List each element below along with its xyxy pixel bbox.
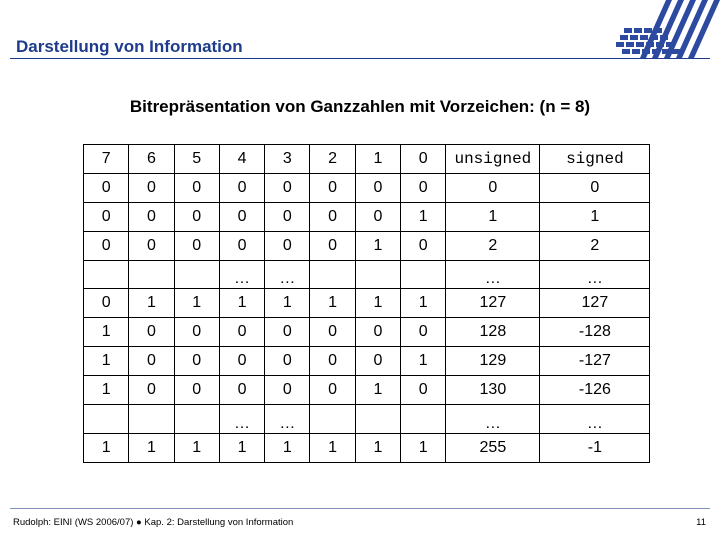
table-cell: 0 [129, 202, 174, 231]
table-cell: 0 [129, 173, 174, 202]
table-cell [401, 260, 446, 289]
header-divider [10, 58, 600, 59]
table-cell [310, 260, 355, 289]
table-cell: 2 [540, 231, 650, 260]
table-cell: … [265, 260, 310, 289]
table-cell: 1 [446, 202, 540, 231]
table-cell: 127 [540, 289, 650, 318]
table-cell: 0 [310, 231, 355, 260]
table-cell: 1 [401, 433, 446, 462]
table-row [84, 202, 650, 231]
table-cell: 130 [446, 376, 540, 405]
table-cell: 0 [84, 231, 129, 260]
table-cell: 0 [355, 202, 400, 231]
table-cell: 1 [84, 376, 129, 405]
table-cell: 6 [129, 145, 174, 174]
footer-divider [10, 508, 710, 509]
slide-title: Darstellung von Information [16, 37, 243, 56]
table-cell: … [446, 405, 540, 434]
table-cell: 0 [401, 231, 446, 260]
table-cell: signed [540, 145, 650, 174]
table-cell: 1 [174, 289, 219, 318]
footer-text: Rudolph: EINI (WS 2006/07) ● Kap. 2: Darstellung von Information [13, 517, 294, 528]
table-cell: 1 [540, 202, 650, 231]
table-cell [310, 405, 355, 434]
table-cell: 0 [310, 376, 355, 405]
table-cell: 1 [84, 433, 129, 462]
table-cell: … [265, 405, 310, 434]
table-cell: 0 [446, 173, 540, 202]
table-cell: 0 [129, 318, 174, 347]
subtitle: Bitrepräsentation von Ganzzahlen mit Vorzeichen: (n = 8) [129, 97, 591, 116]
page-number: 11 [696, 517, 706, 528]
table-cell [401, 405, 446, 434]
table-cell: 0 [401, 173, 446, 202]
table-cell: 0 [84, 289, 129, 318]
table-cell: 128 [446, 318, 540, 347]
table-cell: 0 [129, 347, 174, 376]
table-cell: … [446, 260, 540, 289]
table-cell: 0 [310, 173, 355, 202]
table-cell: 1 [355, 433, 400, 462]
table-cell: 0 [265, 173, 310, 202]
table-cell: 0 [401, 145, 446, 174]
table-cell: 0 [310, 318, 355, 347]
table-cell: 0 [265, 318, 310, 347]
table-cell [129, 405, 174, 434]
table-cell: 0 [310, 347, 355, 376]
table-row [84, 405, 650, 434]
table-cell: 0 [219, 173, 264, 202]
table-cell: 0 [401, 318, 446, 347]
table-cell: 0 [265, 347, 310, 376]
table-cell: 1 [401, 347, 446, 376]
table-cell: 0 [355, 173, 400, 202]
table-row [84, 318, 650, 347]
table-cell: 1 [129, 433, 174, 462]
table-row [84, 376, 650, 405]
table-cell: 1 [129, 289, 174, 318]
table-cell: 4 [219, 145, 264, 174]
table-cell: 1 [401, 202, 446, 231]
table-cell: 0 [219, 318, 264, 347]
table-cell: … [540, 260, 650, 289]
table-row [84, 173, 650, 202]
table-cell: 0 [174, 231, 219, 260]
table-cell: 1 [401, 289, 446, 318]
table-cell [84, 260, 129, 289]
table-cell: 0 [310, 202, 355, 231]
table-cell: 1 [84, 318, 129, 347]
table-cell [355, 405, 400, 434]
table-cell: 0 [84, 202, 129, 231]
table-row [84, 231, 650, 260]
table-row [84, 289, 650, 318]
table-cell: 0 [219, 347, 264, 376]
table-cell: 0 [129, 376, 174, 405]
table-cell: 5 [174, 145, 219, 174]
table-cell: … [219, 405, 264, 434]
table-cell [174, 405, 219, 434]
table-row [84, 347, 650, 376]
table-cell: 129 [446, 347, 540, 376]
university-logo [606, 0, 720, 66]
table-cell: 0 [174, 347, 219, 376]
table-cell: 1 [310, 289, 355, 318]
table-cell: 0 [174, 173, 219, 202]
table-cell: 1 [355, 231, 400, 260]
table-cell: unsigned [446, 145, 540, 174]
table-cell [355, 260, 400, 289]
table-cell: 1 [265, 433, 310, 462]
table-cell: 0 [174, 318, 219, 347]
table-cell: -128 [540, 318, 650, 347]
table-cell: … [540, 405, 650, 434]
table-cell: -1 [540, 433, 650, 462]
table-cell: 0 [174, 376, 219, 405]
table-cell: 1 [265, 289, 310, 318]
table-cell: 0 [355, 347, 400, 376]
table-cell: 0 [355, 318, 400, 347]
table-cell: 0 [84, 173, 129, 202]
table-cell: 2 [446, 231, 540, 260]
table-cell: 1 [174, 433, 219, 462]
table-cell: 1 [355, 289, 400, 318]
table-cell [129, 260, 174, 289]
table-cell: 3 [265, 145, 310, 174]
table-cell [174, 260, 219, 289]
table-cell: 0 [265, 202, 310, 231]
bit-representation-table [83, 144, 650, 463]
table-cell: 2 [310, 145, 355, 174]
table-cell: 0 [174, 202, 219, 231]
table-cell: … [219, 260, 264, 289]
table-cell: 127 [446, 289, 540, 318]
table-cell: -126 [540, 376, 650, 405]
table-cell: 0 [129, 231, 174, 260]
table-cell: 1 [84, 347, 129, 376]
table-cell: 0 [265, 231, 310, 260]
table-cell: 0 [265, 376, 310, 405]
table-cell: 0 [219, 231, 264, 260]
table-cell: 0 [219, 202, 264, 231]
table-row [84, 433, 650, 462]
table-header-row [84, 145, 650, 174]
table-cell: 7 [84, 145, 129, 174]
table-cell: 0 [540, 173, 650, 202]
table-cell: -127 [540, 347, 650, 376]
table-cell: 1 [355, 145, 400, 174]
table-cell [84, 405, 129, 434]
table-cell: 0 [219, 376, 264, 405]
table-cell: 1 [355, 376, 400, 405]
table-cell: 1 [219, 433, 264, 462]
table-cell: 255 [446, 433, 540, 462]
table-cell: 1 [310, 433, 355, 462]
table-row [84, 260, 650, 289]
table-cell: 1 [219, 289, 264, 318]
table-cell: 0 [401, 376, 446, 405]
